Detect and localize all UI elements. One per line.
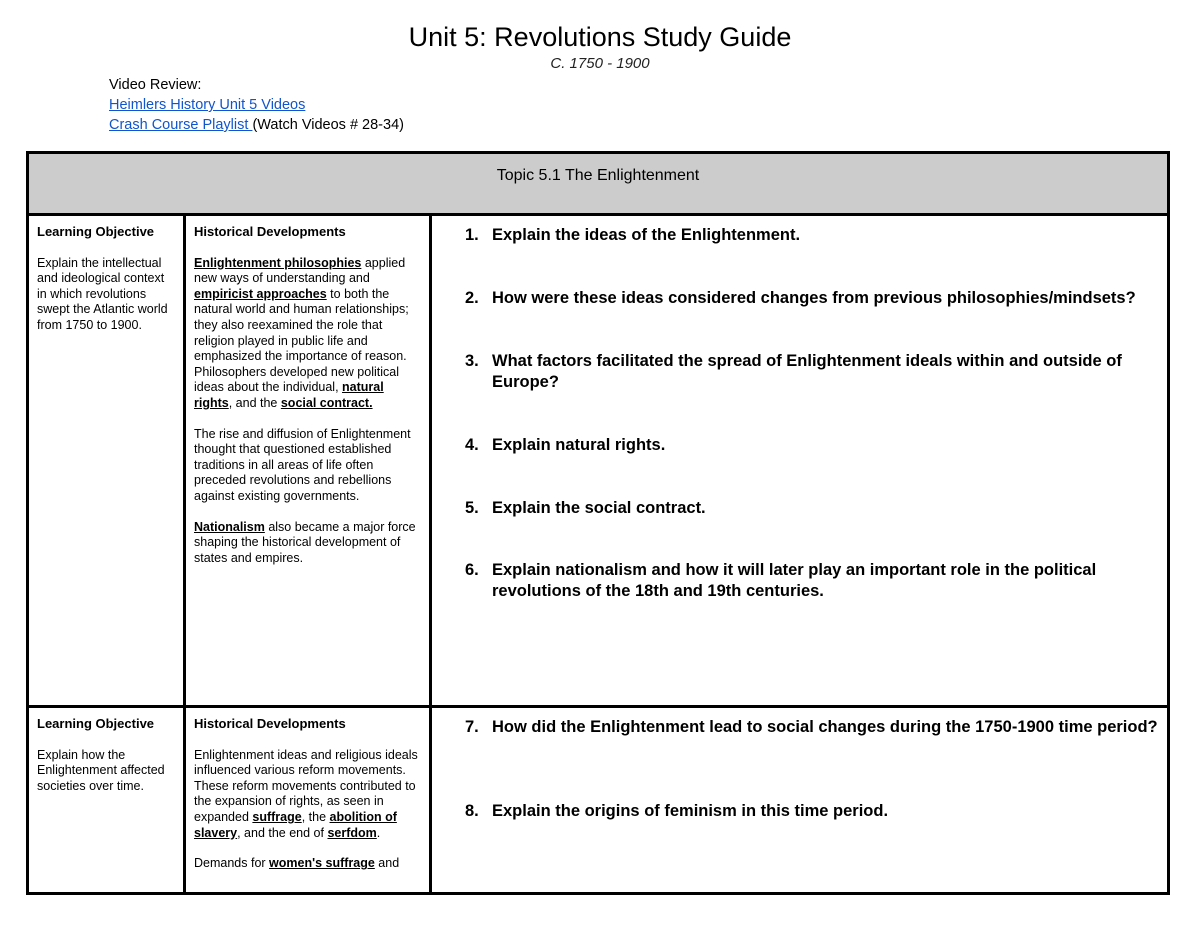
question-item xyxy=(465,435,1161,456)
topic-header xyxy=(29,154,1167,216)
crash-course-link[interactable]: Crash Course Playlist xyxy=(109,117,253,133)
learning-objective-text: Explain the intellectual and ideological context in which revolutions swept the Atlantic world from 1750 to 1900. xyxy=(37,255,168,332)
development-paragraph xyxy=(194,748,421,842)
learning-objective-heading: Learning Objective xyxy=(37,716,155,731)
page-subtitle: C. 1750 - 1900 xyxy=(550,55,650,72)
question-number: 6. xyxy=(465,561,479,579)
paragraph-text: , the xyxy=(301,809,330,824)
question-number: 2. xyxy=(465,289,479,307)
paragraph-text: Demands for xyxy=(194,856,270,871)
video-review-label: Video Review: xyxy=(109,77,202,93)
table-row xyxy=(29,216,1167,708)
page-title: Unit 5: Revolutions Study Guide xyxy=(408,22,792,52)
video-review xyxy=(109,75,404,135)
keyword: social contract. xyxy=(280,395,373,410)
table-row xyxy=(29,708,1167,892)
paragraph-text: Enlightenment ideas and religious ideals influenced various reform movements. These reform movements contributed to the expansion of rights, as seen in expanded xyxy=(194,747,418,824)
paragraph-text: and xyxy=(374,856,400,871)
keyword: serfdom xyxy=(327,825,377,840)
keyword: natural rights xyxy=(194,380,384,410)
question-number: 7. xyxy=(465,718,479,736)
historical-developments-cell xyxy=(186,216,432,705)
question-item xyxy=(465,225,1161,246)
question-text: Explain the ideas of the Enlightenment. xyxy=(492,226,801,244)
question-item xyxy=(465,560,1161,602)
keyword: Enlightenment philosophies xyxy=(194,255,362,270)
paragraph-text: to both the natural world and human relationships; they also reexamined the role that religion played in public life and emphasized the importance of reason. Philosophers developed new political ideas about the individual, xyxy=(194,286,409,395)
question-text: Explain the origins of feminism in this time period. xyxy=(492,802,889,820)
question-number: 3. xyxy=(465,352,479,370)
question-number: 8. xyxy=(465,802,479,820)
historical-developments-heading: Historical Developments xyxy=(194,716,346,731)
question-text: Explain natural rights. xyxy=(492,436,666,454)
question-item xyxy=(465,801,1161,822)
paragraph-text: . xyxy=(376,825,381,840)
development-paragraph: The rise and diffusion of Enlightenment thought that questioned established traditions in all areas of life often preceded revolutions and rebellions against existing governments. xyxy=(194,426,411,503)
development-paragraph xyxy=(194,856,421,872)
paragraph-text: , and the end of xyxy=(237,825,328,840)
question-text: Explain the social contract. xyxy=(492,499,706,517)
historical-developments-heading: Historical Developments xyxy=(194,224,346,239)
development-paragraph xyxy=(194,256,421,412)
development-paragraph xyxy=(194,520,421,567)
study-guide-table xyxy=(26,151,1170,895)
question-text: What factors facilitated the spread of Enlightenment ideals within and outside of Europe? xyxy=(492,352,1122,391)
historical-developments-cell xyxy=(186,708,432,892)
question-item xyxy=(465,288,1161,309)
question-text: How did the Enlightenment lead to social changes during the 1750-1900 time period? xyxy=(492,718,1158,736)
question-number: 1. xyxy=(465,226,479,244)
question-text: Explain nationalism and how it will later play an important role in the political revolutions of the 18th and 19th centuries. xyxy=(492,561,1097,600)
keyword: women's suffrage xyxy=(269,856,375,871)
keyword: Nationalism xyxy=(194,519,265,534)
keyword: empiricist approaches xyxy=(194,286,327,301)
questions-cell xyxy=(432,216,1167,705)
question-item xyxy=(465,717,1161,738)
learning-objective-heading: Learning Objective xyxy=(37,224,155,239)
paragraph-text: also became a major force shaping the historical development of states and empires. xyxy=(194,519,416,565)
question-number: 5. xyxy=(465,499,479,517)
questions-cell xyxy=(432,708,1167,892)
question-text: How were these ideas considered changes from previous philosophies/mindsets? xyxy=(492,289,1136,307)
keyword: abolition of slavery xyxy=(194,809,397,840)
question-item xyxy=(465,498,1161,519)
paragraph-text: , and the xyxy=(228,395,281,410)
question-item xyxy=(465,351,1161,393)
learning-objective-cell xyxy=(29,708,186,892)
question-number: 4. xyxy=(465,436,479,454)
crash-course-note: (Watch Videos # 28-34) xyxy=(252,117,404,133)
learning-objective-cell xyxy=(29,216,186,705)
paragraph-text: applied new ways of understanding and xyxy=(194,255,406,286)
topic-title: Topic 5.1 The Enlightenment xyxy=(496,166,700,184)
heimlers-history-link[interactable]: Heimlers History Unit 5 Videos xyxy=(109,97,306,113)
keyword: suffrage xyxy=(252,809,302,824)
learning-objective-text: Explain how the Enlightenment affected societies over time. xyxy=(37,747,165,793)
